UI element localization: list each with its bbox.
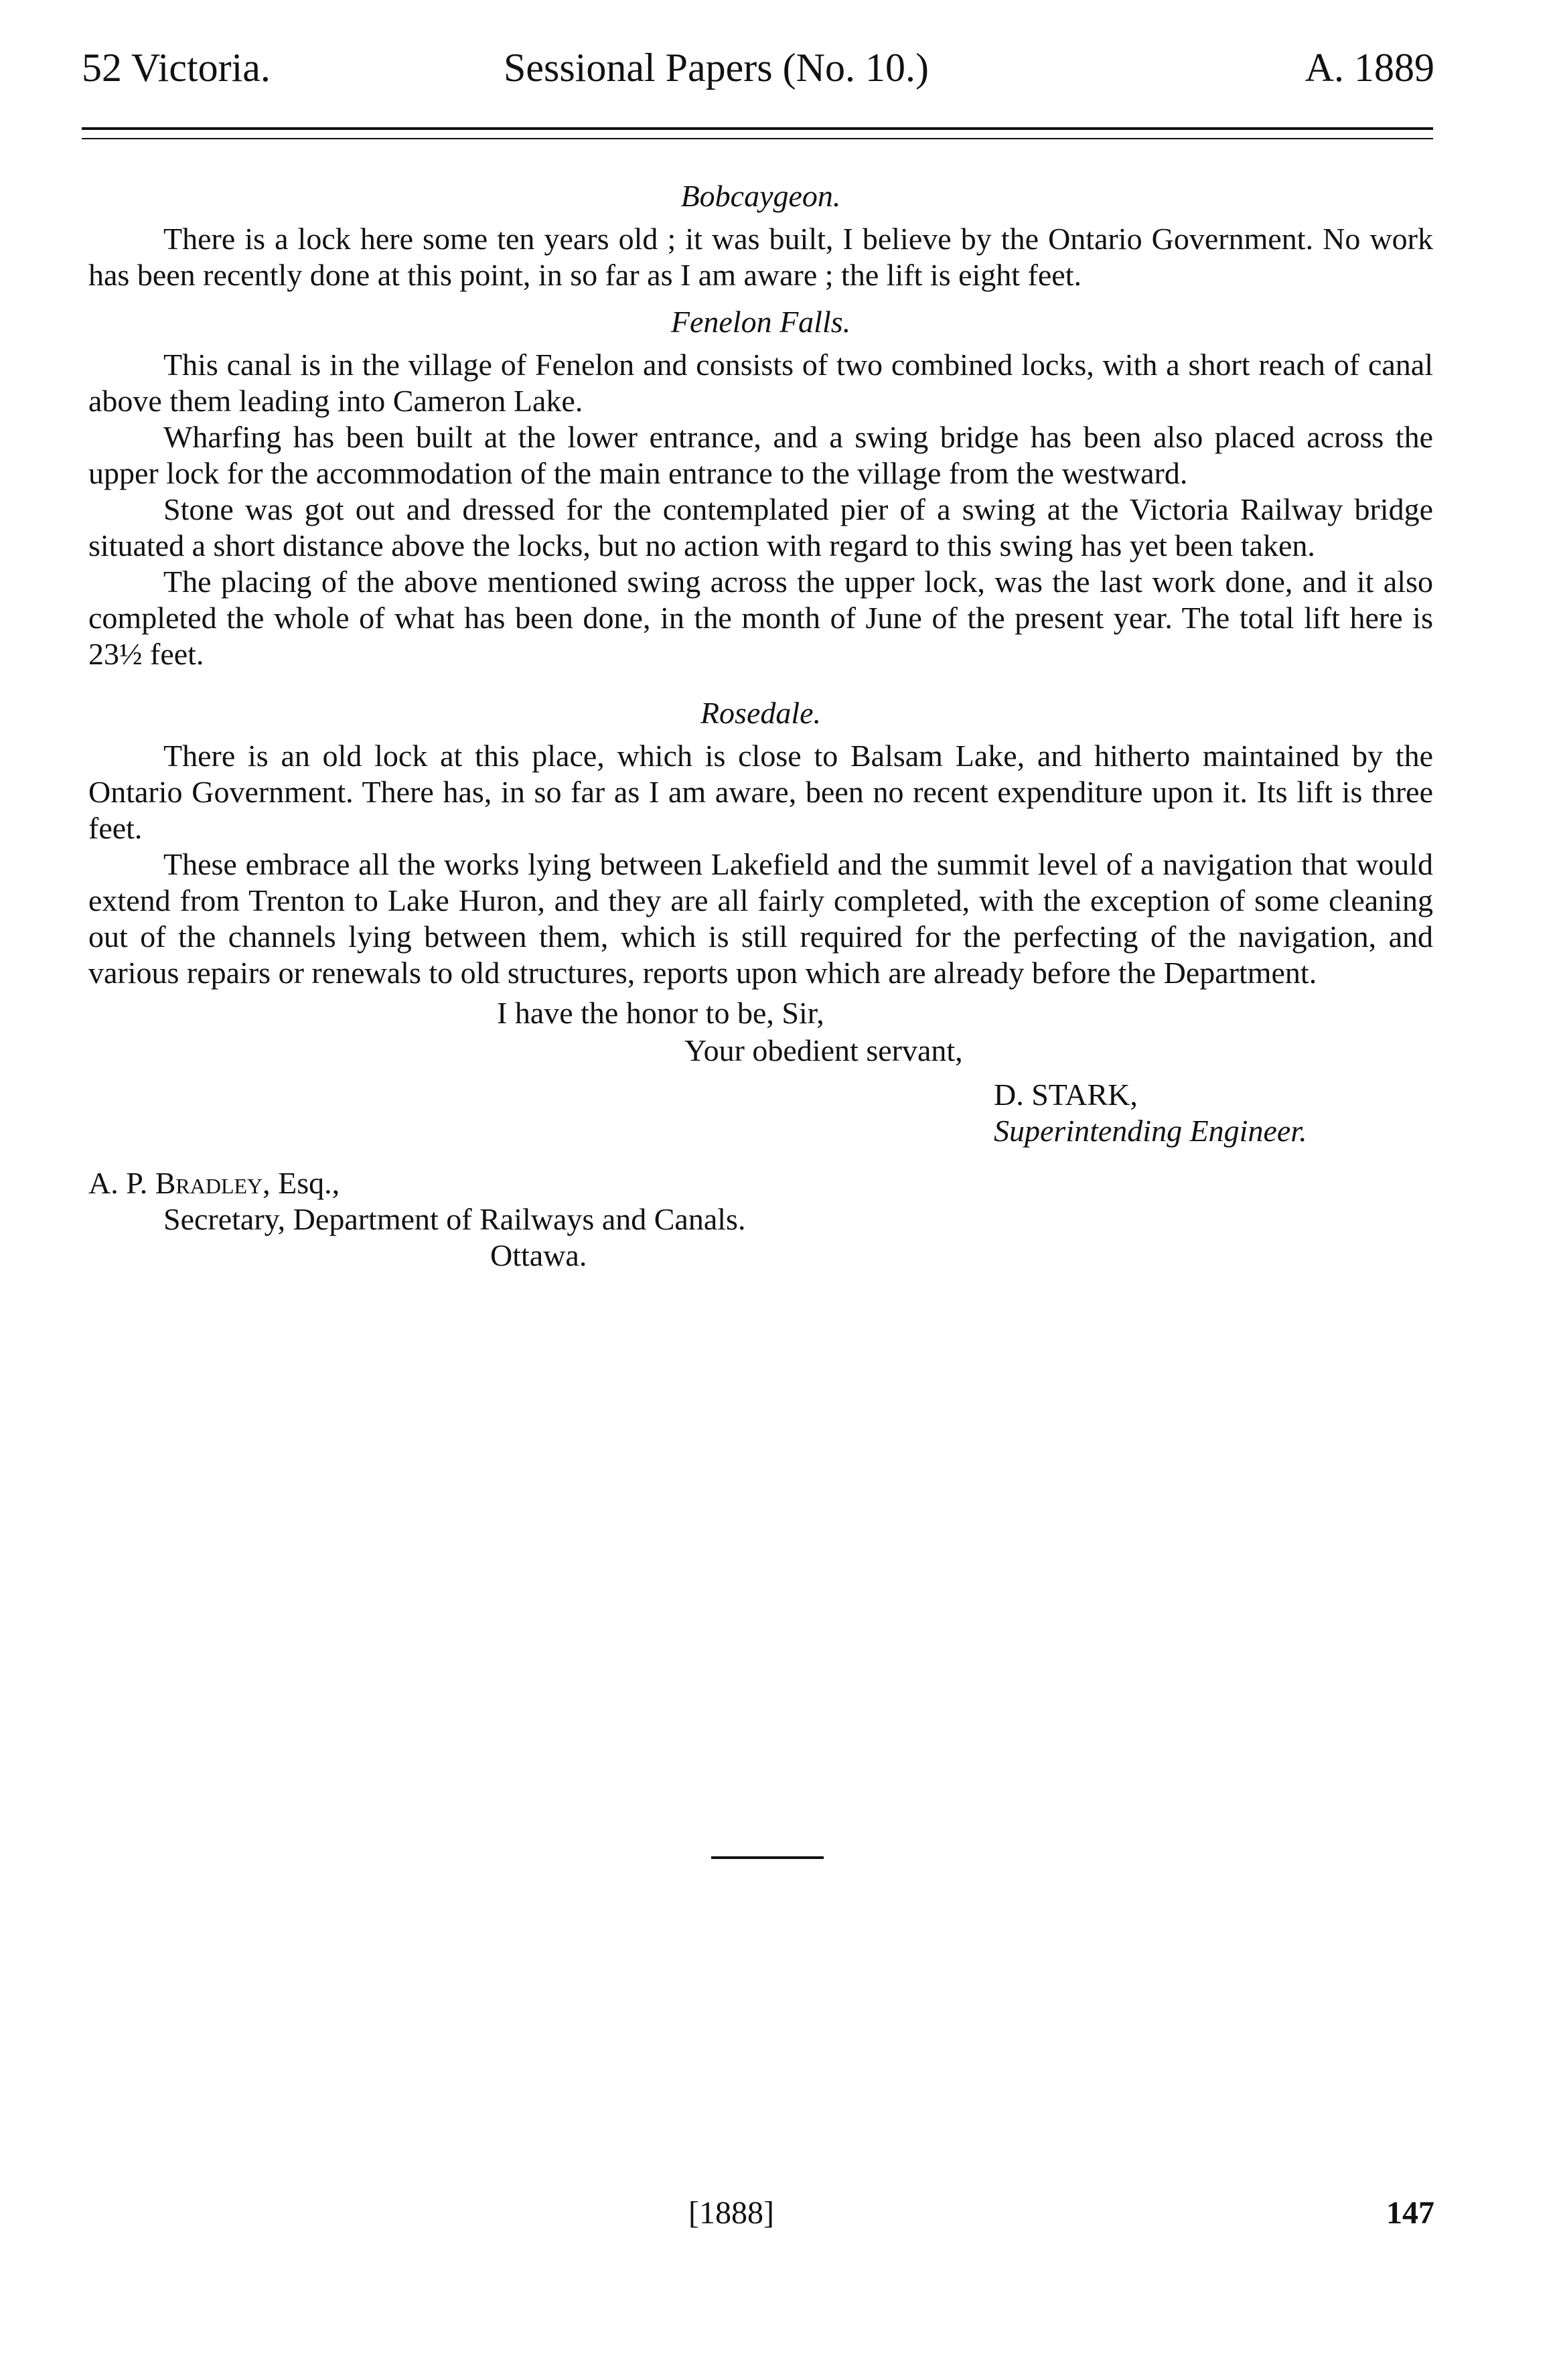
running-header bbox=[82, 38, 1434, 98]
addressee-prefix: A. P. bbox=[88, 1166, 155, 1200]
document-body bbox=[88, 167, 1433, 1274]
paragraph: Wharfing has been built at the lower entrance, and a swing bridge has been also placed across the upper lock for the accommodation of the main entrance to the village from the westward. bbox=[88, 420, 1433, 490]
paragraph: The placing of the above mentioned swing across the upper lock, was the last work done, and it also completed the whole of what has been done, in the month of June of the present year. The total lift here is 23½ feet. bbox=[88, 565, 1433, 671]
header-session: 52 Victoria. bbox=[82, 46, 271, 90]
signature-title: Superintending Engineer. bbox=[994, 1114, 1307, 1148]
page-number: 147 bbox=[1386, 2195, 1434, 2231]
footer-year: [1888] bbox=[688, 2195, 774, 2231]
paragraph: These embrace all the works lying between Lakefield and the summit level of a navigation that would extend from Trenton to Lake Huron, and they are all fairly completed, with the exception of some cleaning out of the channels lying between them, which is still required for the perfecting of the navigation, and various repairs or renewals to old structures, reports upon which are already before the Department. bbox=[88, 847, 1433, 990]
header-rule-thin bbox=[82, 138, 1433, 139]
paragraph: There is a lock here some ten years old ; it was built, I believe by the Ontario Government. No work has been recently done at this point, in so far as I am aware ; the lift is eight feet. bbox=[88, 222, 1433, 292]
section-title-rosedale: Rosedale. bbox=[700, 696, 822, 730]
header-rule-thick bbox=[82, 127, 1433, 130]
paragraph: This canal is in the village of Fenelon and consists of two combined locks, with a short reach of canal above them leading into Cameron Lake. bbox=[88, 348, 1433, 418]
addressee-surname: Bradley bbox=[155, 1166, 263, 1200]
closing-rule bbox=[711, 1856, 824, 1859]
header-title: Sessional Papers (No. 10.) bbox=[504, 46, 929, 90]
addressee-suffix: , Esq., bbox=[263, 1166, 340, 1200]
signature-name: D. STARK, bbox=[994, 1077, 1138, 1112]
section-title-bobcaygeon: Bobcaygeon. bbox=[680, 179, 841, 213]
addressee-title: Secretary, Department of Railways and Canals. bbox=[163, 1202, 746, 1236]
header-year: A. 1889 bbox=[1305, 46, 1434, 90]
paragraph: Stone was got out and dressed for the contemplated pier of a swing at the Victoria Railway bridge situated a short distance above the locks, but no action with regard to this swing has yet been taken. bbox=[88, 492, 1433, 563]
closing-line: Your obedient servant, bbox=[684, 1033, 963, 1067]
addressee-city: Ottawa. bbox=[490, 1238, 587, 1272]
paragraph: There is an old lock at this place, which is close to Balsam Lake, and hitherto maintained by the Ontario Government. There has, in so far as I am aware, been no recent expenditure upon it. Its lift is three feet. bbox=[88, 739, 1433, 845]
closing-line: I have the honor to be, Sir, bbox=[497, 996, 824, 1030]
addressee-name bbox=[88, 1165, 1433, 1201]
section-title-fenelon-falls: Fenelon Falls. bbox=[670, 305, 851, 339]
